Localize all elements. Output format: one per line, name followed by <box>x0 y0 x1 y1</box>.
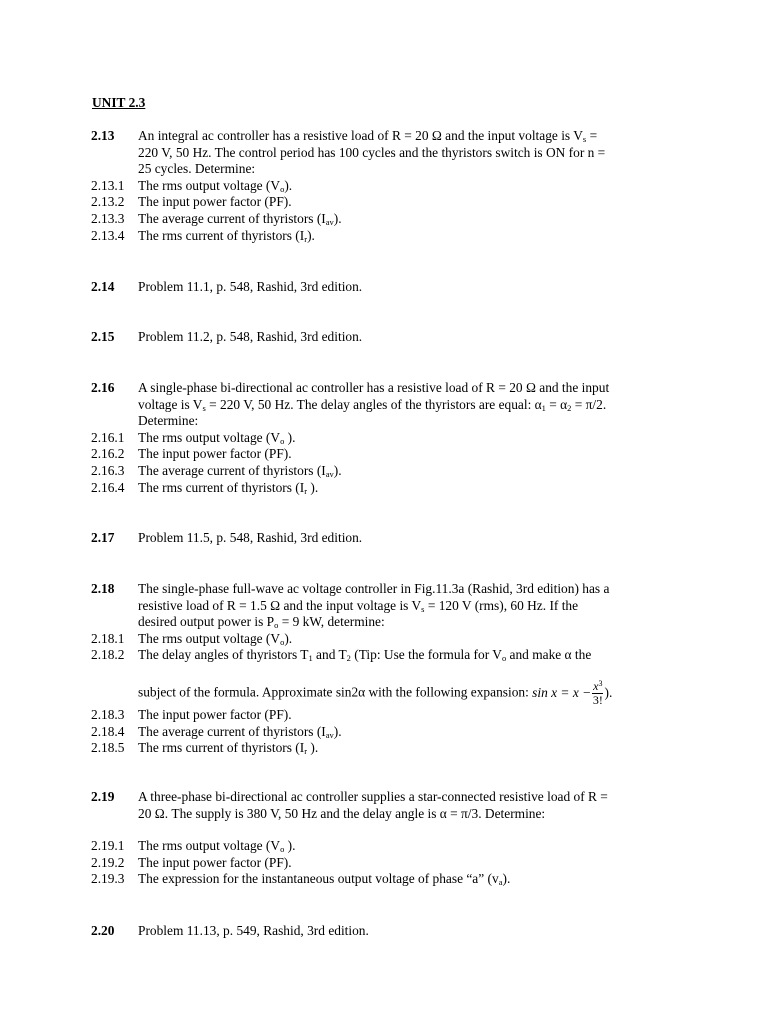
sub-item: 2.16.2 The input power factor (PF). <box>91 446 292 462</box>
problem-2-17: 2.17 Problem 11.5, p. 548, Rashid, 3rd edition. <box>91 530 363 545</box>
problem-text: A single-phase bi-directional ac controller has a resistive load of R = 20 Ω and the input voltage is $V_s = 220$ V, 50 Hz. The delay angles of the thyristors are equal: $\alpha_1 = \alpha_2 = \pi/2$. Determine: <box>138 380 610 429</box>
sub-item: 2.18.5 The rms current of thyristors ($I_r$ ). <box>91 740 319 757</box>
problem-2-16: 2.16 A single-phase bi-directional ac controller has a resistive load of R = 20 Ω and the input voltage is $V_s = 220$ V, 50 Hz. The delay angles of the thyristors are equal: $\alpha_1 = \alpha_2 = \pi/2$. Determine: 2.16.1 The rms output voltage ($V_o$ ). 2.16.2 The input power factor (PF). 2.16.3 The average current of thyristors $(I_{av})$. 2.16.4 The rms current of thyristors ($I_r$ ). <box>91 380 697 496</box>
sub-item: 2.13.1 The rms output voltage $(V_o)$. <box>91 177 293 194</box>
sub-item: 2.19.3 The expression for the instantaneous output voltage of phase “a” $(v_a)$. <box>91 871 511 888</box>
sub-item: 2.19.2 The input power factor (PF). <box>91 854 292 870</box>
sub-item: 2.16.3 The average current of thyristors $(I_{av})$. <box>91 462 342 479</box>
unit-heading: UNIT 2.3 <box>92 95 146 110</box>
problem-2-15: 2.15 Problem 11.2, p. 548, Rashid, 3rd edition. <box>91 329 363 344</box>
problem-2-20: 2.20 Problem 11.13, p. 549, Rashid, 3rd edition. <box>91 923 369 938</box>
sub-item: 2.13.2 The input power factor (PF). <box>91 194 292 210</box>
problem-text: A three-phase bi-directional ac controller supplies a star-connected resistive load of R = 20 Ω. The supply is 380 V, 50 Hz and the delay angle is α = π/3. Determine: <box>138 789 608 821</box>
sine-expansion-formula: sin x = x − $\frac{x^3}{3!}$ ). <box>532 678 613 707</box>
sub-item: 2.13.3 The average current of thyristors $(I_{av})$. <box>91 210 342 227</box>
fraction: $\frac{x^3}{3!}$ <box>592 678 603 707</box>
sub-item: 2.16.1 The rms output voltage ($V_o$ ). <box>91 429 296 446</box>
problem-2-18: 2.18 The single-phase full-wave ac voltage controller in Fig.11.3a (Rashid, 3rd edition) has a resistive load of R = 1.5 Ω and the input voltage is $V_s = 120$ V (rms), 60 Hz. If the desired output power is $P_o = 9$ kW, determine: 2.18.1 The rms output voltage $(V_o)$. 2.18.2 The delay angles of thyristors $T_1$ and $T_2$ (Tip: Use the formula for $V_o$ and make α the subject of the formula. Approximate sin2α with the following expansion: sin x = x − $\frac{x^3}{3!}$ ). 2.18.3 The input power factor (PF). 2.18.4 The average current of thyristors $(I_{av})$. 2.18.5 The rms current of thyristors ($I_r$ ). <box>91 581 697 757</box>
formula-line: subject of the formula. Approximate sin2α with the following expansion: sin x = x − $\frac{x^3}{3!}$ ). <box>138 678 613 707</box>
sub-item: 2.18.4 The average current of thyristors $(I_{av})$. <box>91 723 342 740</box>
sub-item: 2.13.4 The rms current of thyristors $(I_r)$. <box>91 227 315 244</box>
sub-item: 2.19.1 The rms output voltage ($V_o$ ). <box>91 838 296 855</box>
problem-2-13 <box>91 128 697 244</box>
sub-item: 2.18.2 The delay angles of thyristors $T_1$ and $T_2$ (Tip: Use the formula for $V_o$ and make α the <box>91 647 592 664</box>
problem-text: An integral ac controller has a resistive load of R = 20 Ω and the input voltage is $V_s$ = 220 V, 50 Hz. The control period has 100 cycles and the thyristors switch is ON for n = 25 cycles. Determine: <box>138 128 606 177</box>
problem-text: The single-phase full-wave ac voltage controller in Fig.11.3a (Rashid, 3rd edition) has a resistive load of R = 1.5 Ω and the input voltage is $V_s = 120$ V (rms), 60 Hz. If the desired output power is $P_o = 9$ kW, determine: <box>138 581 610 631</box>
sub-item: 2.18.3 The input power factor (PF). <box>91 706 292 722</box>
problem-2-19: 2.19 A three-phase bi-directional ac controller supplies a star-connected resistive load of R = 20 Ω. The supply is 380 V, 50 Hz and the delay angle is α = π/3. Determine: 2.19.1 The rms output voltage ($V_o$ ). 2.19.2 The input power factor (PF). 2.19.3 The expression for the instantaneous output voltage of phase “a” $(v_a)$. <box>91 789 697 888</box>
problem-2-14: 2.14 Problem 11.1, p. 548, Rashid, 3rd edition. <box>91 279 363 294</box>
sub-item: 2.16.4 The rms current of thyristors ($I_r$ ). <box>91 479 319 496</box>
sub-item: 2.18.1 The rms output voltage $(V_o)$. <box>91 630 293 647</box>
problem-number: 2.13 <box>91 128 115 143</box>
